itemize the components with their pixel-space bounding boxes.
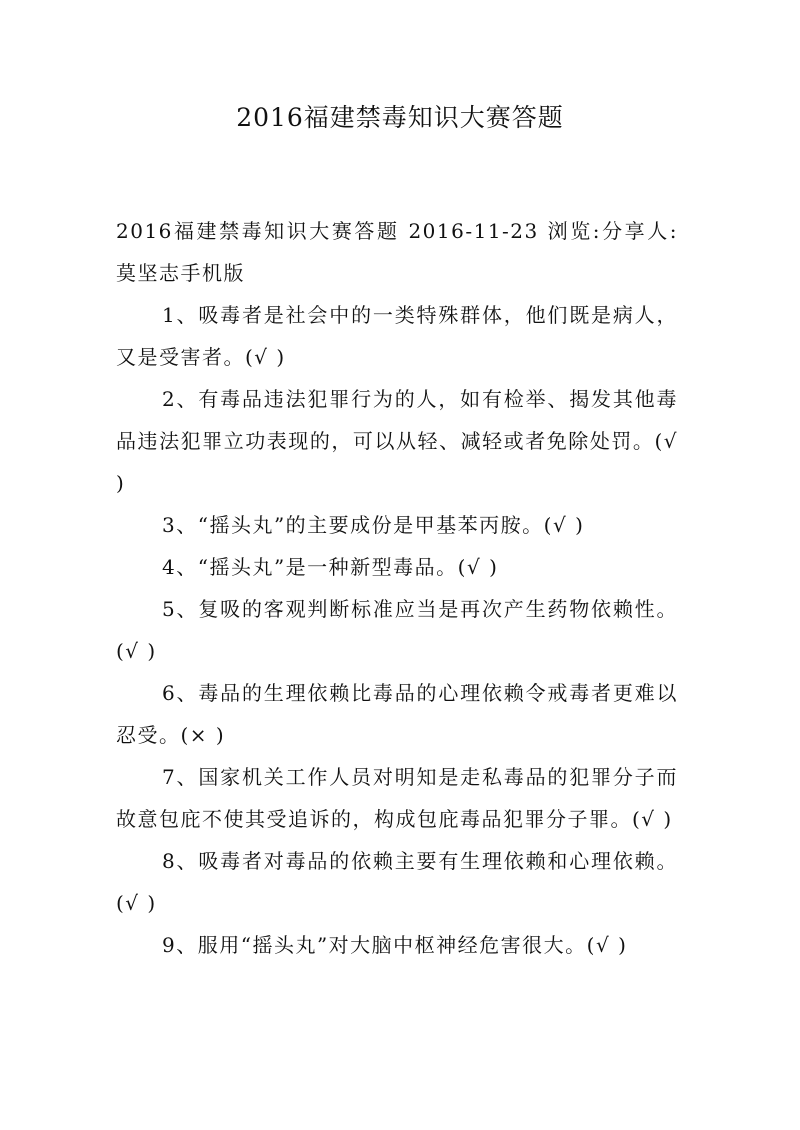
question-item-3: 3、“摇头丸”的主要成份是甲基苯丙胺。(√ ) [162, 513, 585, 537]
intro-paragraph: 2016福建禁毒知识大赛答题 2016-11-23 浏览:分享人: 莫坚志手机版 [116, 219, 678, 285]
question-item-6: 6、毒品的生理依赖比毒品的心理依赖令戒毒者更难以忍受。(× ) [116, 681, 678, 747]
document-body [116, 210, 678, 966]
question-item-7: 7、国家机关工作人员对明知是走私毒品的犯罪分子而故意包庇不使其受追诉的，构成包庇毒品犯罪分子罪。(√ ) [116, 765, 678, 831]
question-item-2: 2、有毒品违法犯罪行为的人，如有检举、揭发其他毒品违法犯罪立功表现的，可以从轻、减轻或者免除处罚。(√ ) [116, 387, 678, 495]
question-item-9: 9、服用“摇头丸”对大脑中枢神经危害很大。(√ ) [162, 933, 628, 957]
question-item-8: 8、吸毒者对毒品的依赖主要有生理依赖和心理依赖。(√ ) [116, 849, 678, 915]
question-item-4: 4、“摇头丸”是一种新型毒品。(√ ) [162, 555, 499, 579]
document-title: 2016福建禁毒知识大赛答题 [236, 103, 564, 132]
question-item-5: 5、复吸的客观判断标准应当是再次产生药物依赖性。(√ ) [116, 597, 678, 663]
question-item-1: 1、吸毒者是社会中的一类特殊群体，他们既是病人，又是受害者。(√ ) [116, 303, 678, 369]
